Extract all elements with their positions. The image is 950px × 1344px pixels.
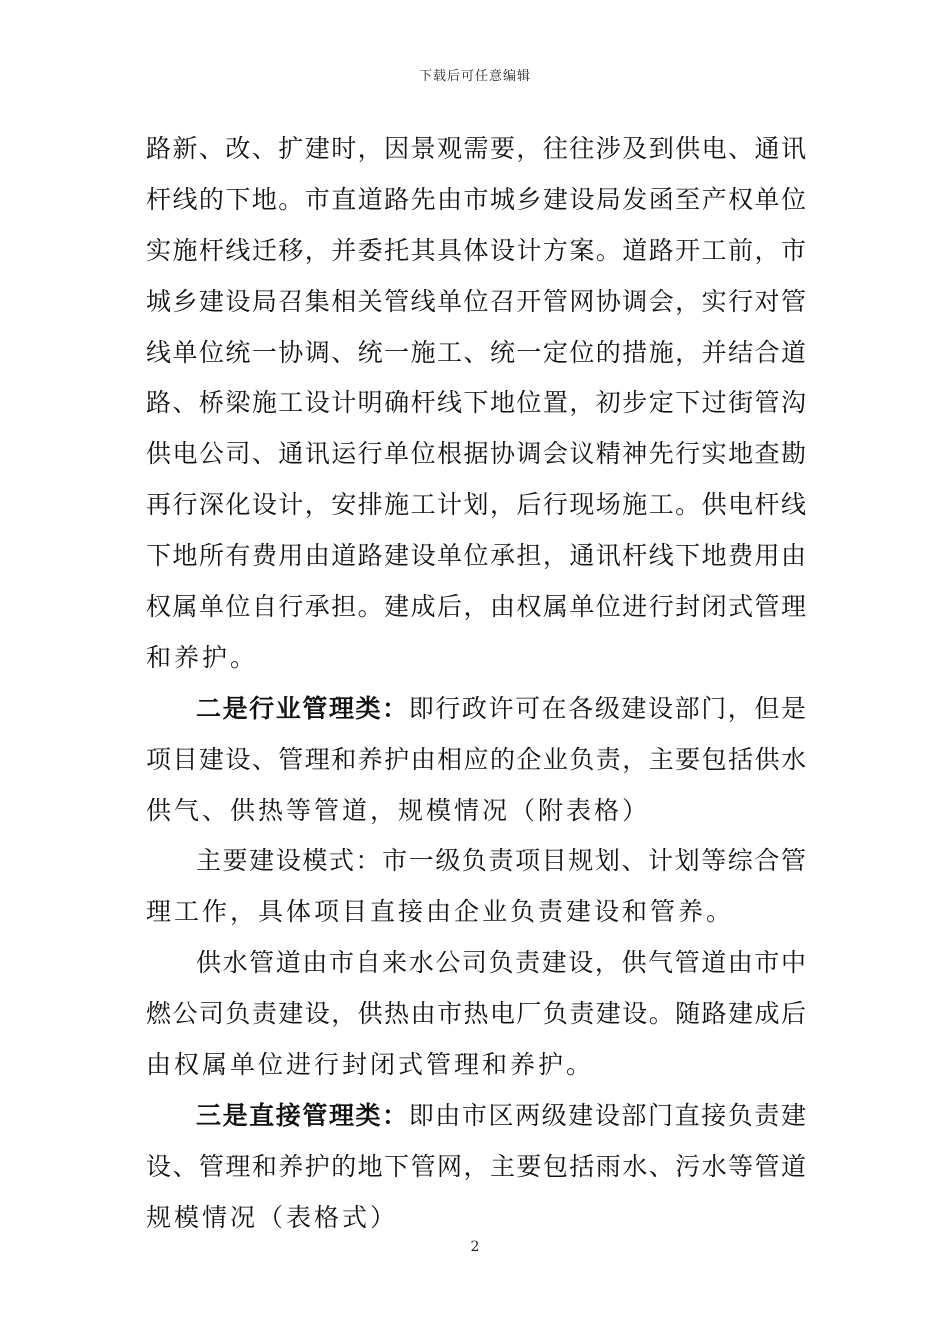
- text-line: 供水管道由市自来水公司负责建设，供气管道由市中: [196, 948, 806, 978]
- text-line: 下地所有费用由道路建设单位承担，通讯杆线下地费用由: [146, 541, 806, 571]
- text-span: 即由市区两级建设部门直接负责建: [408, 1100, 806, 1130]
- paragraph-pipeline-relocation: [146, 124, 806, 684]
- text-line: 燃公司负责建设，供热由市热电厂负责建设。随路建成后: [146, 999, 806, 1029]
- text-line: 线单位统一协调、统一施工、统一定位的措施，并结合道: [146, 337, 806, 367]
- paragraph-direct-management: [146, 1091, 806, 1244]
- paragraph-industry-management: [146, 684, 806, 837]
- text-line: [146, 684, 806, 735]
- text-line: 路、桥梁施工设计明确杆线下地位置，初步定下过街管沟: [146, 388, 806, 418]
- text-line: 杆线的下地。市直道路先由市城乡建设局发函至产权单位: [146, 184, 806, 214]
- text-line: 城乡建设局召集相关管线单位召开管网协调会，实行对管: [146, 286, 806, 316]
- text-line: 路新、改、扩建时，因景观需要，往往涉及到供电、通讯: [146, 134, 806, 163]
- text-line: 权属单位自行承担。建成后，由权属单位进行封闭式管理: [146, 592, 806, 622]
- text-line: 项目建设、管理和养护由相应的企业负责，主要包括供水: [146, 744, 806, 774]
- text-line: 和养护。: [146, 642, 259, 672]
- text-line: 规模情况（表格式）: [146, 1202, 399, 1232]
- text-line: 主要建设模式：市一级负责项目规划、计划等综合管: [196, 846, 806, 876]
- text-span: 即行政许可在各级建设部门，但是: [408, 693, 806, 723]
- paragraph-utility-responsibility: [146, 938, 806, 1091]
- document-body: [146, 124, 806, 1244]
- text-line: 理工作，具体项目直接由企业负责建设和管养。: [146, 897, 735, 927]
- text-line: 由权属单位进行封闭式管理和养护。: [146, 1050, 595, 1080]
- text-line: 供气、供热等管道，规模情况（附表格）: [146, 795, 651, 825]
- text-line: 实施杆线迁移，并委托其具体设计方案。道路开工前，市: [146, 235, 806, 265]
- text-line: 设、管理和养护的地下管网，主要包括雨水、污水等管道: [146, 1151, 806, 1181]
- page-number: 2: [470, 1239, 480, 1255]
- page-header: 下载后可任意编辑: [418, 69, 531, 84]
- section-heading-industry: 二是行业管理类：: [196, 693, 409, 723]
- text-line: [146, 1091, 806, 1142]
- section-heading-direct: 三是直接管理类：: [196, 1100, 409, 1130]
- paragraph-construction-mode: [146, 836, 806, 938]
- text-line: 供电公司、通讯运行单位根据协调会议精神先行实地查勘: [146, 439, 806, 469]
- text-line: 再行深化设计，安排施工计划，后行现场施工。供电杆线: [146, 490, 806, 520]
